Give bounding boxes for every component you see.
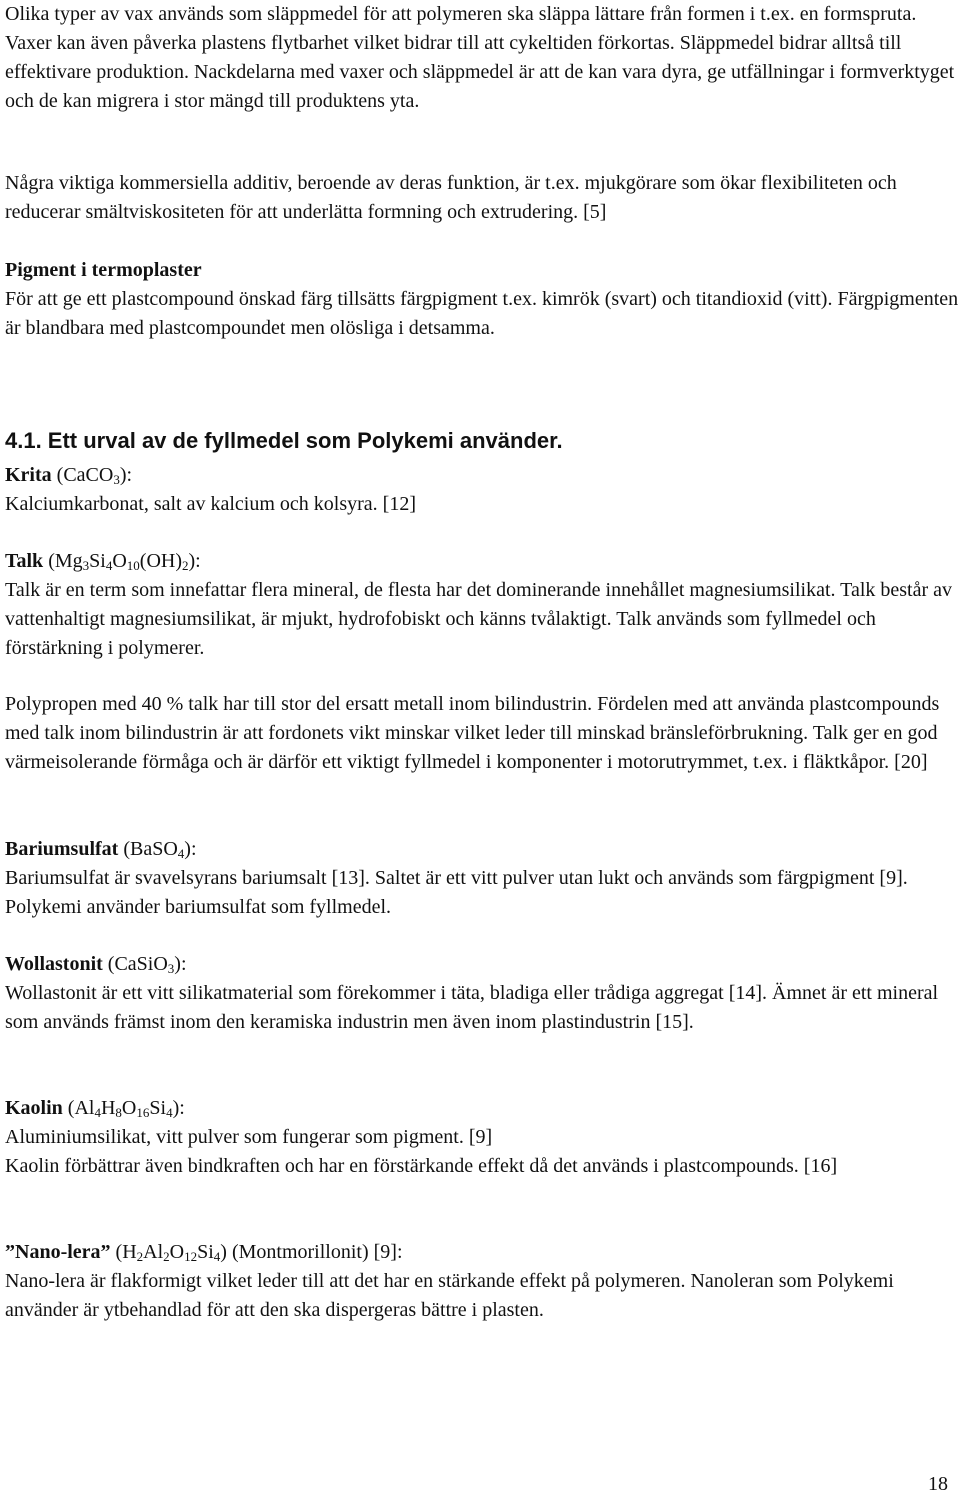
wollastonit-heading xyxy=(5,950,960,979)
nanolera-sub-1: 2 xyxy=(136,1249,144,1264)
talk-formula-3: O xyxy=(112,550,127,572)
barium-formula-1: (BaSO xyxy=(118,838,178,860)
talk-formula-1: (Mg xyxy=(43,550,83,572)
wollastonit-name: Wollastonit xyxy=(5,953,103,975)
talk-formula-4: (OH) xyxy=(139,550,182,572)
nanolera-text: Nano-lera är flakformigt vilket leder till att det har en stärkande effekt på polymeren. Nanoleran som Polykemi använder är ytbehandlad för att den ska dispergeras bättre i plasten. xyxy=(5,1270,894,1321)
nanolera-formula-2: Al xyxy=(143,1241,164,1263)
talk-formula-2: Si xyxy=(89,550,106,572)
krita-formula-end: ): xyxy=(119,464,133,486)
pigment-heading: Pigment i termoplaster xyxy=(5,259,202,281)
page-number: 18 xyxy=(928,1473,948,1495)
krita-text: Kalciumkarbonat, salt av kalcium och kolsyra. [12] xyxy=(5,493,416,515)
krita-block xyxy=(5,461,960,519)
kaolin-formula-5: ): xyxy=(172,1097,185,1119)
wollastonit-formula-2: ): xyxy=(174,953,187,975)
intro-paragraph-1: Olika typer av vax används som släppmedel för att polymeren ska släppa lättare från formen i t.ex. en formspruta. Vaxer kan även påverka plastens flytbarhet vilket bidrar till att cykeltiden förkortas. Släppmedel bidrar alltså till effektivare produktion. Nackdelarna med vaxer och släppmedel är att de kan vara dyra, ge utfällningar i formverktyget och de kan migrera i stor mängd till produktens yta. xyxy=(5,3,955,112)
nanolera-heading xyxy=(5,1238,960,1267)
talk-sub-2: 4 xyxy=(105,558,113,573)
kaolin-sub-1: 4 xyxy=(94,1105,101,1120)
kaolin-sub-3: 16 xyxy=(136,1105,150,1120)
wollastonit-sub-1: 3 xyxy=(167,961,175,976)
talk-text-1: Talk är en term som innefattar flera mineral, de flesta har det dominerande innehållet magnesiumsilikat. Talk består av vattenhaltigt magnesiumsilikat, är mjukt, hydrofobiskt och känns tvålaktigt. Talk används som fyllmedel och förstärkning i polymerer. xyxy=(5,579,953,659)
talk-formula-5: ): xyxy=(188,550,201,572)
krita-formula-sub: 3 xyxy=(113,472,120,487)
nanolera-formula-5: ) (Montmorillonit) [9]: xyxy=(220,1241,403,1263)
nanolera-sub-3: 12 xyxy=(184,1249,198,1264)
kaolin-block xyxy=(5,1094,960,1181)
talk-heading xyxy=(5,547,960,576)
section-title: 4.1. Ett urval av de fyllmedel som Polykemi använder. xyxy=(5,428,563,453)
nanolera-block xyxy=(5,1238,960,1325)
kaolin-formula-1: (Al xyxy=(62,1097,95,1119)
kaolin-formula-2: H xyxy=(100,1097,116,1119)
talk-sub-4: 2 xyxy=(182,558,189,573)
kaolin-name: Kaolin xyxy=(5,1097,63,1119)
barium-sub-1: 4 xyxy=(177,846,185,861)
nanolera-sub-4: 4 xyxy=(213,1249,221,1264)
kaolin-sub-2: 8 xyxy=(115,1105,122,1120)
nanolera-formula-4: Si xyxy=(197,1241,214,1263)
talk-sub-1: 3 xyxy=(82,558,90,573)
kaolin-text-1: Aluminiumsilikat, vitt pulver som fungerar som pigment. [9] xyxy=(5,1126,493,1148)
talk-block xyxy=(5,547,960,663)
nanolera-sub-2: 2 xyxy=(163,1249,170,1264)
talk-name: Talk xyxy=(5,550,44,572)
nanolera-name: ”Nano-lera” xyxy=(5,1241,111,1263)
nanolera-formula-3: O xyxy=(169,1241,185,1263)
wollastonit-formula-1: (CaSiO xyxy=(102,953,168,975)
wollastonit-text: Wollastonit är ett vitt silikatmaterial som förekommer i täta, bladiga eller trådiga aggregat [14]. Ämnet är ett mineral som används främst inom den keramiska industrin men även inom plastindustrin [15]. xyxy=(5,982,939,1033)
kaolin-heading xyxy=(5,1094,960,1123)
krita-heading xyxy=(5,461,960,490)
krita-name: Krita xyxy=(5,464,52,486)
barium-block xyxy=(5,835,960,922)
barium-heading xyxy=(5,835,960,864)
wollastonit-block xyxy=(5,950,960,1037)
barium-formula-2: ): xyxy=(184,838,197,860)
pigment-text: För att ge ett plastcompound önskad färg tillsätts färgpigment t.ex. kimrök (svart) och titandioxid (vitt). Färgpigmenten är blandbara med plastcompoundet men olösliga i detsamma. xyxy=(5,288,959,339)
nanolera-formula-1: (H xyxy=(110,1241,137,1263)
barium-text: Bariumsulfat är svavelsyrans bariumsalt [13]. Saltet är ett vitt pulver utan lukt och används som färgpigment [9]. Polykemi använder bariumsulfat som fyllmedel. xyxy=(5,867,908,918)
pigment-block xyxy=(5,256,960,343)
kaolin-formula-3: O xyxy=(121,1097,137,1119)
kaolin-formula-4: Si xyxy=(149,1097,167,1119)
kaolin-text-2: Kaolin förbättrar även bindkraften och har en förstärkande effekt då det används i plastcompounds. [16] xyxy=(5,1155,838,1177)
krita-formula: (CaCO xyxy=(51,464,114,486)
kaolin-sub-4: 4 xyxy=(166,1105,173,1120)
barium-name: Bariumsulfat xyxy=(5,838,119,860)
intro-paragraph-2: Några viktiga kommersiella additiv, beroende av deras funktion, är t.ex. mjukgörare som ökar flexibiliteten och reducerar smältviskositeten för att underlätta formning och extrudering. [5] xyxy=(5,172,897,223)
talk-text-2: Polypropen med 40 % talk har till stor del ersatt metall inom bilindustrin. Fördelen med att använda plastcompounds med talk inom bilindustrin är att fordonets vikt minskar vilket leder till minskad bränsleförbrukning. Talk ger en god värmeisolerande förmåga och är därför ett viktigt fyllmedel i komponenter i motorutrymmet, t.ex. i fläktkåpor. [20] xyxy=(5,693,940,773)
talk-sub-3: 10 xyxy=(126,558,140,573)
